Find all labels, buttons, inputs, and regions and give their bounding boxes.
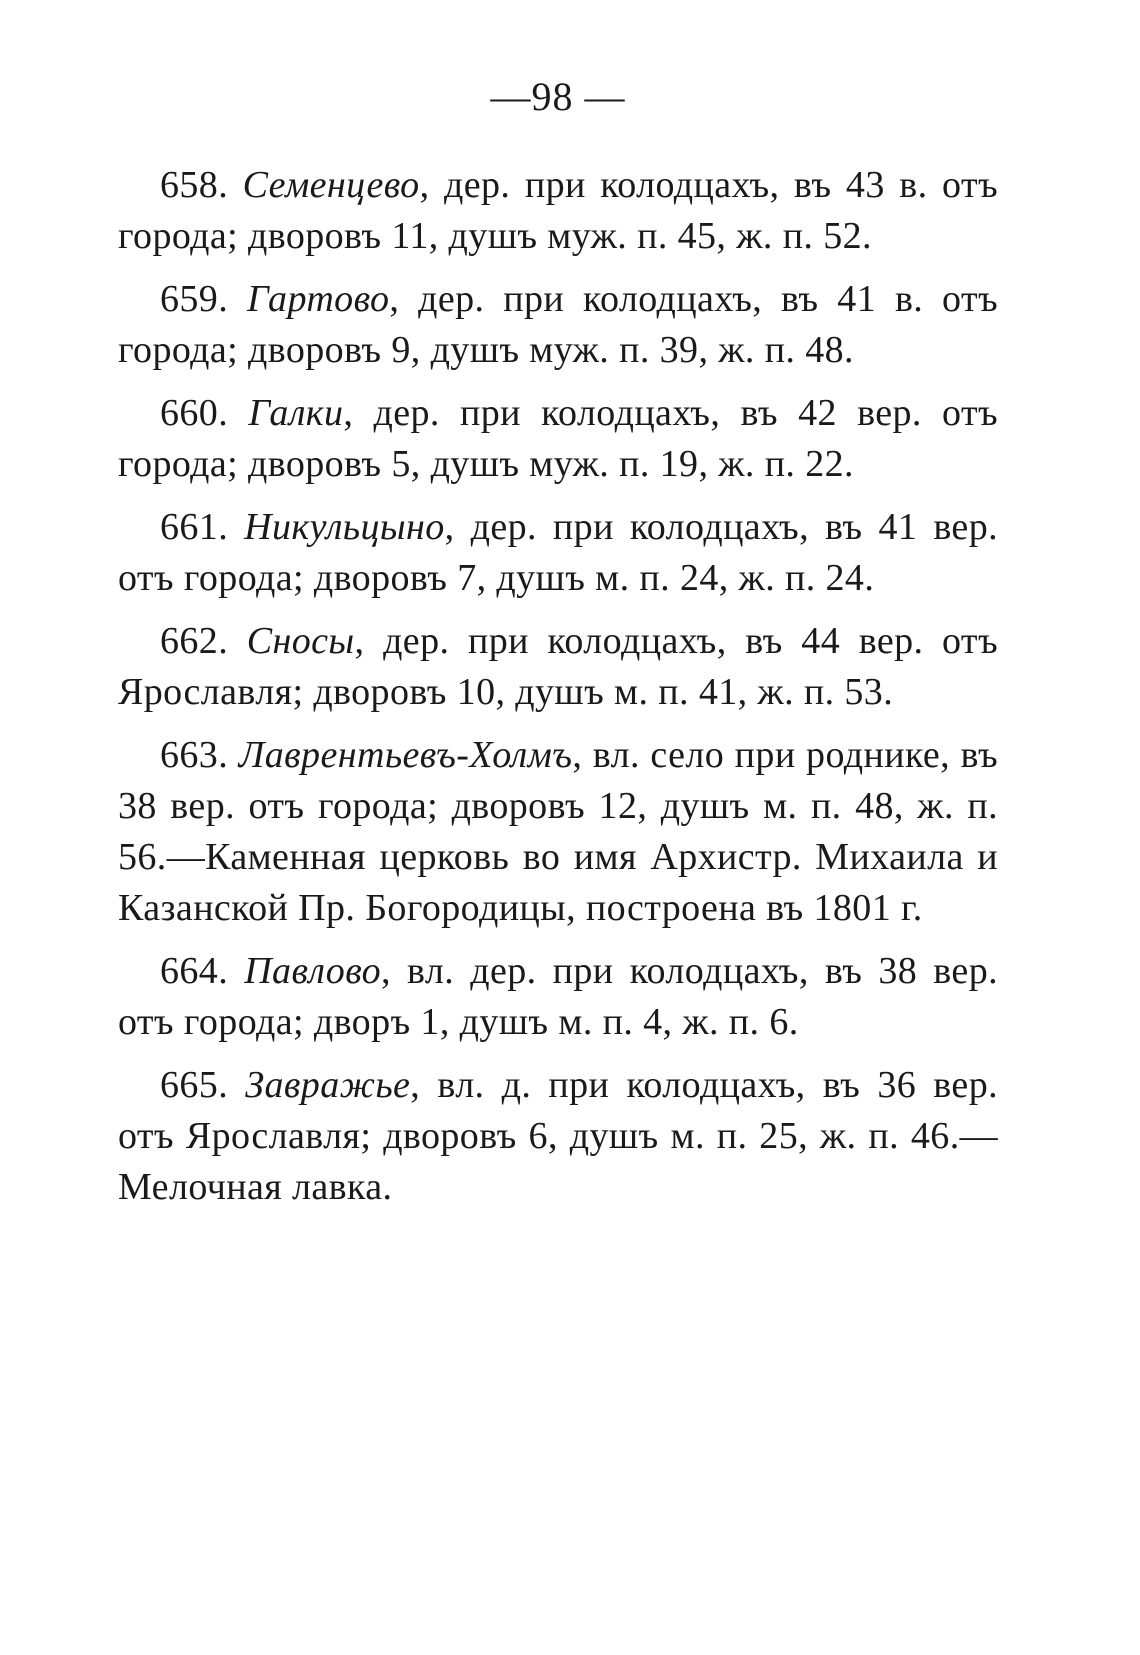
entry-text: , дер. при колодцахъ, въ 41 вер. отъ города; дворовъ 7, душъ м. п. 24, ж. п. 24.	[118, 506, 999, 599]
entry-number: 662.	[160, 620, 229, 662]
document-page	[118, 70, 998, 1225]
entry-number: 659.	[160, 278, 229, 320]
entry-659	[118, 274, 998, 376]
entry-text: , дер. при колодцахъ, въ 42 вер. отъ города; дворовъ 5, душъ муж. п. 19, ж. п. 22.	[118, 392, 998, 485]
entry-number: 665.	[160, 1064, 229, 1106]
entry-text: , дер. при колодцахъ, въ 44 вер. отъ Ярославля; дворовъ 10, душъ м. п. 41, ж. п. 53.	[118, 620, 998, 713]
place-name: Гартово	[246, 278, 390, 320]
place-name: Семенцево	[242, 164, 420, 206]
place-name: Сносы	[246, 620, 355, 662]
entry-number: 660.	[160, 392, 229, 434]
entry-658	[118, 160, 998, 262]
place-name: Галки	[248, 392, 344, 434]
place-name: Лаврентьевъ-Холмъ	[238, 734, 573, 776]
entry-text: , дер. при колодцахъ, въ 43 в. отъ города; дворовъ 11, душъ муж. п. 45, ж. п. 52.	[118, 164, 998, 257]
place-name: Никульцыно	[244, 506, 445, 548]
entry-664	[118, 946, 998, 1048]
entry-660	[118, 388, 998, 490]
entry-665	[118, 1060, 998, 1213]
page-number: —98 —	[490, 74, 626, 119]
entry-text: , вл. д. при колодцахъ, въ 36 вер. отъ Ярославля; дворовъ 6, душъ м. п. 25, ж. п. 46.—Мелочная лавка.	[118, 1064, 998, 1208]
entry-number: 658.	[160, 164, 229, 206]
entry-number: 663.	[160, 734, 229, 776]
entry-text: , вл. дер. при колодцахъ, въ 38 вер. отъ города; дворъ 1, душъ м. п. 4, ж. п. 6.	[118, 950, 998, 1043]
entry-text: , вл. село при роднике, въ 38 вер. отъ города; дворовъ 12, душъ м. п. 48, ж. п. 56.—Каменная церковь во имя Архистр. Михаила и Казанской Пр. Богородицы, построена въ 1801 г.	[118, 734, 999, 929]
entry-663	[118, 730, 998, 934]
entry-number: 664.	[160, 950, 229, 992]
place-name: Завражье	[245, 1064, 411, 1106]
entry-text: , дер. при колодцахъ, въ 41 в. отъ города; дворовъ 9, душъ муж. п. 39, ж. п. 48.	[118, 278, 998, 371]
entry-661	[118, 502, 998, 604]
entry-662	[118, 616, 998, 718]
entry-number: 661.	[160, 506, 229, 548]
place-name: Павлово	[244, 950, 381, 992]
